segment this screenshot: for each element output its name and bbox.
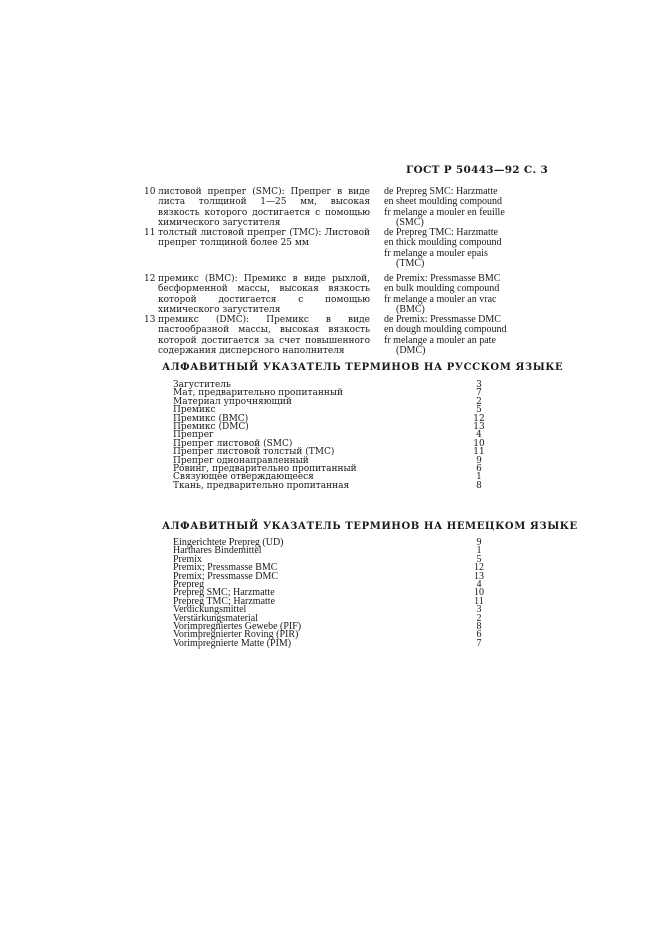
index-term: Prepreg TMC; Harzmatte xyxy=(173,595,276,607)
index-page: 6 xyxy=(476,463,482,474)
term-fr: fr melange a mouler epais xyxy=(384,247,488,259)
term-de: de Premix: Pressmasse BMC xyxy=(384,273,501,284)
index-page: 2 xyxy=(476,612,482,624)
index-term: Препрег листовой толстый (TMC) xyxy=(173,447,335,458)
index-term: Препрег xyxy=(173,430,214,441)
index-term: Загуститель xyxy=(173,380,231,390)
term-foreign-equivalents xyxy=(384,274,574,315)
index-row xyxy=(173,482,489,490)
term-foreign-equivalents xyxy=(384,228,574,269)
index-page: 5 xyxy=(476,553,482,565)
german-index-title: АЛФАВИТНЫЙ УКАЗАТЕЛЬ ТЕРМИНОВ НА НЕМЕЦКОМ ЯЗЫКЕ xyxy=(162,521,578,532)
term-number: 12 xyxy=(144,274,156,284)
index-term: Vorimpregniertes Gewebe (PIF) xyxy=(173,620,302,632)
index-term: Премикс xyxy=(173,405,216,416)
term-fr: fr melange a mouler en feuille xyxy=(384,206,505,218)
index-page: 3 xyxy=(476,380,482,390)
index-page: 7 xyxy=(476,637,482,649)
index-term: Препрег однонаправленный xyxy=(173,455,309,466)
index-term: Связующее отверждающееся xyxy=(173,472,314,483)
index-term: Ткань, предварительно пропитанная xyxy=(173,480,350,491)
index-page: 12 xyxy=(473,413,485,424)
term-abbr: (DMC) xyxy=(396,344,426,356)
index-row xyxy=(173,398,489,406)
index-term: Eingerichtete Prepreg (UD) xyxy=(173,537,284,548)
term-en: en sheet moulding compound xyxy=(384,196,503,208)
term-definition-russian: премикс (BMC): Премикс в виде рыхлой, бесформенной массы, высокая вязкость которой достигается с помощью химического загустителя xyxy=(158,274,370,315)
term-foreign-equivalents xyxy=(384,187,574,228)
term-de: de Premix: Pressmasse DMC xyxy=(384,314,501,325)
russian-index-list xyxy=(173,381,489,490)
index-term: Verstärkungsmaterial xyxy=(173,612,258,624)
index-page: 9 xyxy=(476,455,482,466)
index-term: Prepreg xyxy=(173,578,205,590)
index-term: Препрег листовой (SMC) xyxy=(173,438,293,449)
index-row xyxy=(173,423,489,431)
term-en: en thick moulding compound xyxy=(384,237,502,249)
index-page: 9 xyxy=(476,537,482,548)
index-term: Verdickungsmittel xyxy=(173,604,247,616)
index-page: 13 xyxy=(474,570,484,582)
term-abbr: (TMC) xyxy=(396,257,425,269)
index-term: Премикс (DMC) xyxy=(173,421,249,432)
index-page: 12 xyxy=(474,562,484,574)
index-page: 8 xyxy=(476,480,482,491)
term-fr: fr melange a mouler an vrac xyxy=(384,293,497,305)
german-index-list xyxy=(173,539,489,648)
index-page: 1 xyxy=(476,545,482,557)
index-term: Premix xyxy=(173,553,202,565)
index-term: Premix; Pressmasse BMC xyxy=(173,562,278,574)
term-de: de Prepreg TMC: Harzmatte xyxy=(384,227,498,238)
index-term: Мат, предварительно пропитанный xyxy=(173,388,343,399)
term-number: 11 xyxy=(144,228,156,238)
index-row xyxy=(173,637,489,649)
term-definition-russian: листовой препрег (SMC): Препрег в виде листа толщиной 1—25 мм, высокая вязкость которого достигается с помощью химического загустителя xyxy=(158,187,370,228)
index-term: Vorimpregnierte Matte (PIM) xyxy=(173,637,292,649)
index-page: 4 xyxy=(476,430,482,441)
term-en: en bulk moulding compound xyxy=(384,283,500,295)
index-page: 4 xyxy=(476,578,482,590)
index-row xyxy=(173,570,489,582)
index-term: Материал упрочняющий xyxy=(173,396,292,407)
index-page: 8 xyxy=(476,620,482,632)
page-header: ГОСТ Р 50443—92 С. 3 xyxy=(406,164,549,176)
index-page: 5 xyxy=(476,405,482,416)
term-de: de Prepreg SMC: Harzmatte xyxy=(384,186,498,197)
index-page: 6 xyxy=(476,629,482,641)
index-page: 7 xyxy=(476,388,482,399)
index-page: 2 xyxy=(476,396,482,407)
term-definition-russian: толстый листовой препрег (TMC): Листовой препрег толщиной более 25 мм xyxy=(158,228,370,249)
index-term: Vorimpregnierter Roving (PIR) xyxy=(173,629,299,641)
index-term: Premix; Pressmasse DMC xyxy=(173,570,278,582)
index-term: Harthares Bindemittel xyxy=(173,545,262,557)
term-foreign-equivalents xyxy=(384,315,574,356)
index-term: Ровинг, предварительно пропитанный xyxy=(173,463,357,474)
term-en: en dough moulding compound xyxy=(384,324,507,336)
russian-index-title: АЛФАВИТНЫЙ УКАЗАТЕЛЬ ТЕРМИНОВ НА РУССКОМ ЯЗЫКЕ xyxy=(162,362,564,373)
index-page: 13 xyxy=(473,421,485,432)
term-number: 10 xyxy=(144,187,156,197)
index-page: 1 xyxy=(476,472,482,483)
term-abbr: (BMC) xyxy=(396,303,425,315)
index-term: Prepreg SMC; Harzmatte xyxy=(173,587,275,599)
term-fr: fr melange a mouler an pate xyxy=(384,334,496,346)
index-page: 10 xyxy=(473,438,485,449)
term-definition-russian: премикс (DMC): Премикс в виде пастообразной массы, высокая вязкость которой достигается за счет повышенного содержания дисперсного наполнителя xyxy=(158,315,370,356)
index-page: 10 xyxy=(474,587,484,599)
index-page: 11 xyxy=(473,447,485,458)
index-term: Премикс (BMC) xyxy=(173,413,249,424)
term-abbr: (SMC) xyxy=(396,216,424,228)
term-number: 13 xyxy=(144,315,156,325)
index-page: 3 xyxy=(476,604,482,616)
index-row xyxy=(173,547,489,555)
index-page: 11 xyxy=(474,595,484,607)
